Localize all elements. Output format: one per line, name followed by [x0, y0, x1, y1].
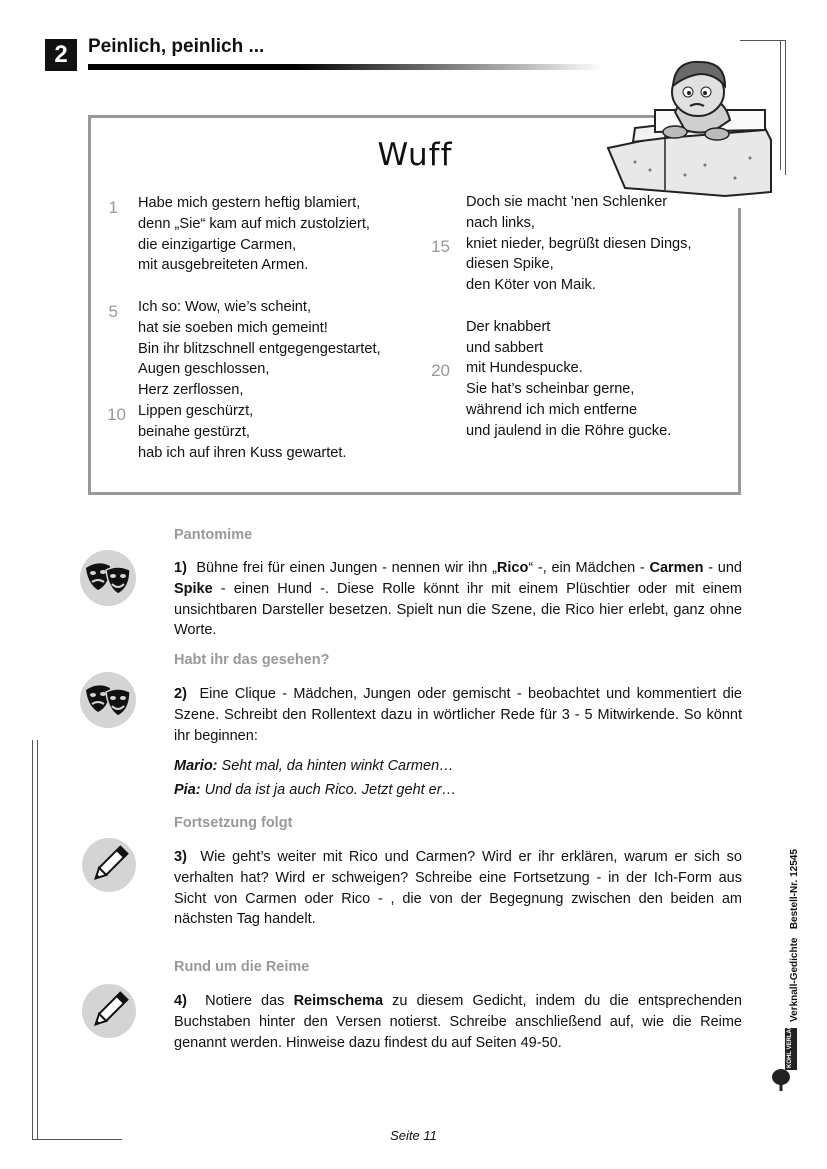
poem-line: die einzigartige Carmen, — [138, 236, 297, 253]
poem-line: während ich mich entferne — [466, 401, 638, 418]
poem-line: Ich so: Wow, wie’s scheint, — [138, 298, 312, 315]
title-underline — [88, 64, 603, 70]
line-number: 5 — [108, 302, 118, 321]
theater-masks-icon — [80, 672, 136, 728]
task-number: 1) — [174, 560, 187, 576]
task-heading: Pantomime — [174, 527, 253, 543]
dialog-text: Seht mal, da hinten winkt Carmen… — [217, 758, 454, 774]
line-number: 1 — [108, 198, 118, 217]
poem-line: hat sie soeben mich gemeint! — [138, 319, 328, 336]
corner-line — [740, 40, 786, 41]
tree-icon — [770, 1068, 792, 1092]
corner-line — [785, 40, 786, 175]
page-number: Seite 11 — [390, 1128, 437, 1143]
task-heading: Fortsetzung folgt — [174, 815, 293, 831]
dialog-line — [174, 782, 456, 798]
poem-line: kniet nieder, begrüßt diesen Dings, — [466, 235, 692, 252]
poem-line: den Köter von Maik. — [466, 277, 596, 294]
task-number: 3) — [174, 849, 187, 865]
task-number: 2) — [174, 686, 187, 702]
task-heading: Habt ihr das gesehen? — [174, 652, 330, 668]
poem-line: Der knabbert — [466, 318, 551, 335]
corner-line — [32, 740, 33, 1140]
publisher-name: KOHL VERLAG — [787, 1024, 793, 1068]
publisher-logo — [785, 1024, 797, 1070]
poem-line: und jaulend in die Röhre gucke. — [466, 422, 672, 439]
task-text — [174, 991, 742, 1053]
bold-term: Reimschema — [293, 993, 384, 1009]
poem-line: Lippen geschürzt, — [138, 402, 254, 419]
poem-line: Herz zerflossen, — [138, 382, 244, 399]
poem-line: Doch sie macht ’nen Schlenker — [466, 194, 668, 210]
poem-box-right-border — [738, 208, 741, 492]
task-heading: Rund um die Reime — [174, 959, 310, 975]
poem-line: nach links, — [466, 214, 535, 231]
text-segment: Bühne frei für einen Jungen - nennen wir ihn „ — [196, 560, 497, 576]
sidebar-book-info — [789, 849, 800, 1022]
task-text — [174, 684, 742, 746]
chapter-title: Peinlich, peinlich ... — [88, 36, 265, 57]
text-segment: - einen Hund -. Diese Rolle könnt ihr mit einem Plüschtier oder mit einem unsichtbaren Darsteller besetzen. Spielt nun die Szene, die Rico hier erlebt, ganz ohne Worte. — [174, 580, 742, 639]
poem-right-column — [466, 192, 692, 442]
poem-line: Bin ihr blitzschnell entgegengestartet, — [138, 340, 381, 357]
speaker-name: Mario: — [174, 758, 218, 774]
corner-line — [780, 40, 781, 170]
pencil-icon — [82, 984, 136, 1038]
poem-line: und sabbert — [466, 339, 544, 356]
text-segment: Notiere das — [205, 993, 294, 1009]
dialog-line — [174, 758, 454, 774]
pencil-icon — [82, 838, 136, 892]
bold-name: Spike — [174, 580, 213, 597]
chapter-number: 2 — [45, 39, 77, 71]
poem-line: mit ausgebreiteten Armen. — [138, 257, 309, 274]
text-segment: Eine Clique - Mädchen, Jungen oder gemischt - beobachtet und kommentiert die Szene. Schreibt den Rollentext dazu in wörtlicher Rede für 3 - 5 Mitwirkende. So könnt ihr beginnen: — [174, 686, 742, 744]
line-number: 15 — [431, 237, 450, 256]
text-segment: - und — [703, 560, 742, 576]
speaker-name: Pia: — [174, 782, 201, 798]
text-segment: Wie geht’s weiter mit Rico und Carmen? Wird er ihr erklären, warum er sich so verhalten hat? Wird er schweigen? Schreibe eine Fortsetzung - in der Ich-Form aus Sicht von Carmen oder Rico - , die von der Begegnung zwischen den beiden am nächsten Tag handelt. — [174, 849, 742, 928]
stanza-gap — [466, 296, 692, 317]
line-number: 20 — [431, 361, 450, 380]
dialog-text: Und da ist ja auch Rico. Jetzt geht er… — [200, 782, 457, 798]
poem-line: Sie hat’s scheinbar gerne, — [466, 381, 635, 398]
poem-left-column — [138, 193, 381, 463]
task-number: 4) — [174, 993, 187, 1009]
corner-line — [37, 740, 38, 1140]
order-number: Bestell-Nr. 12545 — [789, 849, 800, 930]
text-segment: “ -, ein Mädchen - — [528, 560, 650, 576]
bold-name: Rico — [496, 560, 529, 576]
bold-name: Carmen — [649, 560, 704, 576]
stanza-gap — [138, 276, 381, 297]
text-segment: zu diesem Gedicht, indem du die entsprechenden Buchstaben hinter den Versen notierst. Schreibe anschließend auf, wie die Reime genannt werden. Hinweise dazu findest du auf Seiten 49-50. — [174, 993, 742, 1051]
poem-line: Habe mich gestern heftig blamiert, — [138, 195, 361, 211]
poem-line: diesen Spike, — [466, 256, 554, 273]
poem-line: mit Hundespucke. — [466, 360, 583, 377]
poem-line: denn „Sie“ kam auf mich zustolziert, — [138, 215, 370, 232]
poem-line: beinahe gestürzt, — [138, 423, 250, 440]
book-title: Verknall-Gedichte — [789, 937, 800, 1022]
boy-on-stairs-illustration — [605, 50, 775, 200]
poem-line: hab ich auf ihren Kuss gewartet. — [138, 444, 347, 461]
theater-masks-icon — [80, 550, 136, 606]
poem-title: Wuff — [377, 137, 453, 173]
task-text — [174, 558, 742, 641]
poem-line: Augen geschlossen, — [138, 361, 270, 378]
line-number: 10 — [107, 405, 126, 424]
task-text — [174, 847, 742, 930]
